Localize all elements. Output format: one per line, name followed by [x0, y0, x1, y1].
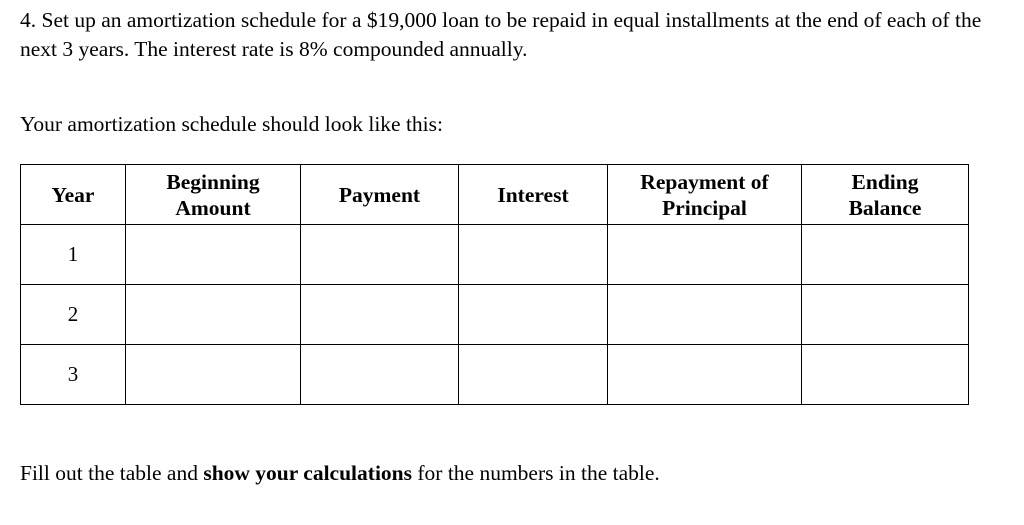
instruction-prefix: Fill out the table and — [20, 461, 204, 485]
header-ending-line2: Balance — [848, 195, 922, 220]
cell-ending-balance — [802, 225, 969, 285]
amortization-table — [20, 164, 969, 405]
instruction-emphasis: show your calculations — [203, 461, 412, 485]
table-row — [21, 345, 969, 405]
cell-payment — [301, 345, 459, 405]
header-interest — [459, 165, 608, 225]
cell-repayment-of-principal — [608, 285, 802, 345]
instruction-text — [20, 459, 660, 488]
cell-beginning-amount — [126, 225, 301, 285]
cell-ending-balance — [802, 285, 969, 345]
header-repayment-line2: Principal — [662, 195, 747, 220]
cell-year: 3 — [21, 345, 126, 405]
header-year — [21, 165, 126, 225]
cell-payment — [301, 225, 459, 285]
header-ending-balance — [802, 165, 969, 225]
cell-interest — [459, 345, 608, 405]
header-year-label: Year — [51, 182, 95, 207]
cell-interest — [459, 285, 608, 345]
header-payment — [301, 165, 459, 225]
header-repayment-of-principal — [608, 165, 802, 225]
table-row — [21, 285, 969, 345]
header-payment-label: Payment — [338, 182, 421, 207]
cell-payment — [301, 285, 459, 345]
header-ending-line1: Ending — [851, 169, 919, 194]
header-row — [21, 165, 969, 225]
cell-ending-balance — [802, 345, 969, 405]
question-text: 4. Set up an amortization schedule for a $19,000 loan to be repaid in equal installments at the end of each of the next 3 years. The interest rate is 8% compounded annually. — [20, 8, 982, 61]
header-beginning-line1: Beginning — [166, 169, 260, 194]
cell-interest — [459, 225, 608, 285]
cell-repayment-of-principal — [608, 345, 802, 405]
cell-repayment-of-principal — [608, 225, 802, 285]
header-beginning-amount — [126, 165, 301, 225]
cell-year: 1 — [21, 225, 126, 285]
table-row — [21, 225, 969, 285]
table-header — [21, 165, 969, 225]
header-repayment-line1: Repayment of — [640, 169, 769, 194]
instruction-suffix: for the numbers in the table. — [412, 461, 660, 485]
cell-year: 2 — [21, 285, 126, 345]
header-interest-label: Interest — [497, 182, 569, 207]
table-intro: Your amortization schedule should look like this: — [20, 112, 443, 136]
cell-beginning-amount — [126, 345, 301, 405]
table-body — [21, 225, 969, 405]
cell-beginning-amount — [126, 285, 301, 345]
header-beginning-line2: Amount — [175, 195, 251, 220]
